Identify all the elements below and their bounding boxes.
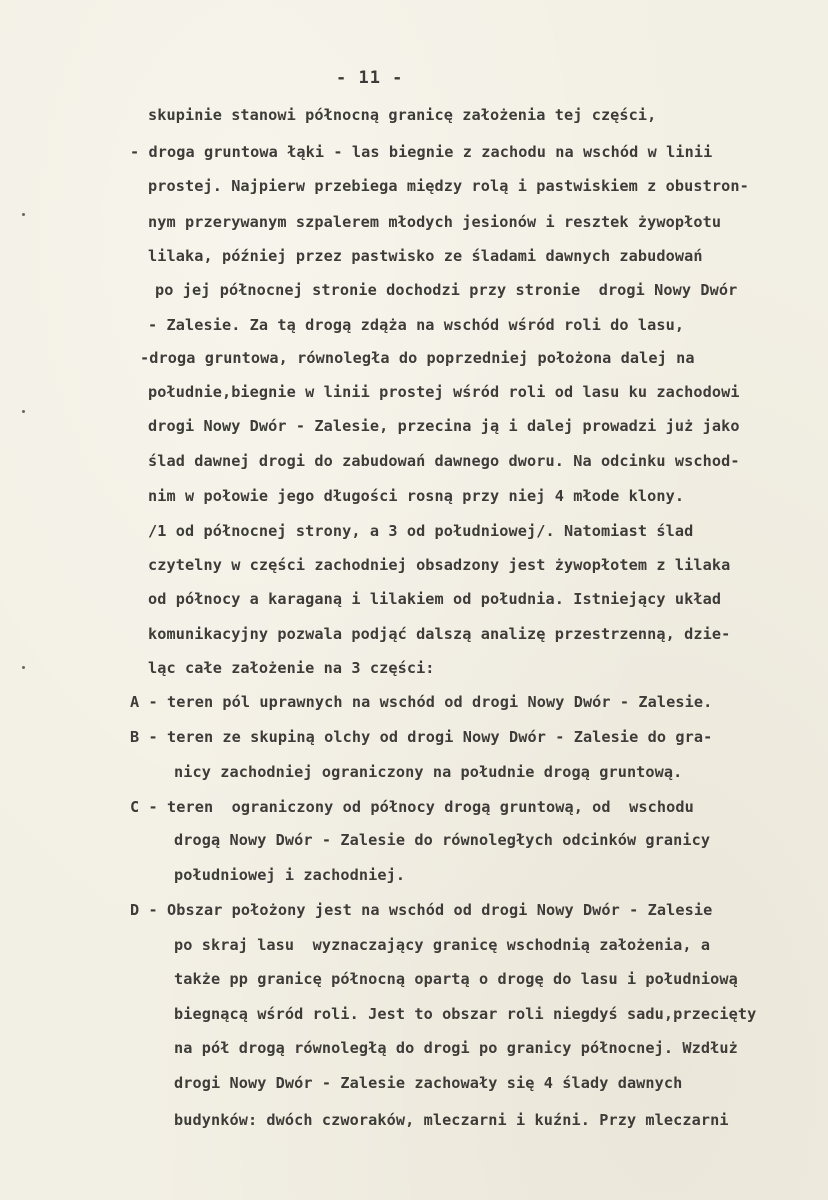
- text-line: prostej. Najpierw przebiega między rolą i pastwiskiem z obustron-: [148, 177, 749, 195]
- text-line: nim w połowie jego długości rosną przy niej 4 młode klony.: [148, 487, 685, 505]
- text-line: ślad dawnej drogi do zabudowań dawnego dworu. Na odcinku wschod-: [148, 452, 740, 470]
- text-line: na pół drogą równoległą do drogi po granicy północnej. Wzdłuż: [174, 1039, 738, 1057]
- text-line: także pp granicę północną opartą o drogę do lasu i południową: [174, 970, 738, 988]
- list-item-d: D - Obszar położony jest na wschód od drogi Nowy Dwór - Zalesie: [130, 901, 713, 919]
- paper-speck: [22, 666, 25, 669]
- paper-speck: [22, 410, 25, 413]
- text-line: /1 od północnej strony, a 3 od południowej/. Natomiast ślad: [148, 522, 694, 540]
- list-item-b: B - teren ze skupiną olchy od drogi Nowy Dwór - Zalesie do gra-: [130, 728, 713, 746]
- text-line: drogą Nowy Dwór - Zalesie do równoległych odcinków granicy: [174, 831, 711, 849]
- text-line: drogi Nowy Dwór - Zalesie zachowały się 4 ślady dawnych: [174, 1074, 683, 1092]
- list-item-c: C - teren ograniczony od północy drogą gruntową, od wschodu: [130, 798, 694, 816]
- text-line: - Zalesie. Za tą drogą zdąża na wschód wśród roli do lasu,: [148, 316, 685, 334]
- text-line: południowej i zachodniej.: [174, 866, 406, 884]
- text-line: drogi Nowy Dwór - Zalesie, przecina ją i dalej prowadzi już jako: [148, 417, 740, 435]
- text-line: od północy a karaganą i lilakiem od południa. Istniejący układ: [148, 590, 722, 608]
- text-line: -droga gruntowa, równoległa do poprzedniej położona dalej na: [140, 349, 695, 367]
- paper-speck: [22, 213, 25, 216]
- text-line: biegnącą wśród roli. Jest to obszar roli niegdyś sadu,przecięty: [174, 1005, 757, 1023]
- text-line: nicy zachodniej ograniczony na południe drogą gruntową.: [174, 763, 683, 781]
- text-line: lilaka, później przez pastwisko ze śladami dawnych zabudowań: [148, 247, 703, 265]
- list-item-a: A - teren pól uprawnych na wschód od drogi Nowy Dwór - Zalesie.: [130, 693, 713, 711]
- text-line: po skraj lasu wyznaczający granicę wschodnią założenia, a: [174, 936, 711, 954]
- text-line: skupinie stanowi północną granicę założenia tej części,: [148, 106, 657, 124]
- text-line: komunikacyjny pozwala podjąć dalszą analizę przestrzenną, dzie-: [148, 625, 731, 643]
- text-line: południe,biegnie w linii prostej wśród roli od lasu ku zachodowi: [148, 383, 740, 401]
- text-line: budynków: dwóch czworaków, mleczarni i kuźni. Przy mleczarni: [174, 1111, 729, 1129]
- text-line: po jej północnej stronie dochodzi przy stronie drogi Nowy Dwór: [155, 281, 738, 299]
- page-number: - 11 -: [336, 68, 404, 88]
- text-line: nym przerywanym szpalerem młodych jesionów i resztek żywopłotu: [148, 213, 722, 231]
- text-line: - droga gruntowa łąki - las biegnie z zachodu na wschód w linii: [130, 143, 713, 161]
- text-line: ląc całe założenie na 3 części:: [148, 659, 435, 677]
- text-line: czytelny w części zachodniej obsadzony jest żywopłotem z lilaka: [148, 556, 731, 574]
